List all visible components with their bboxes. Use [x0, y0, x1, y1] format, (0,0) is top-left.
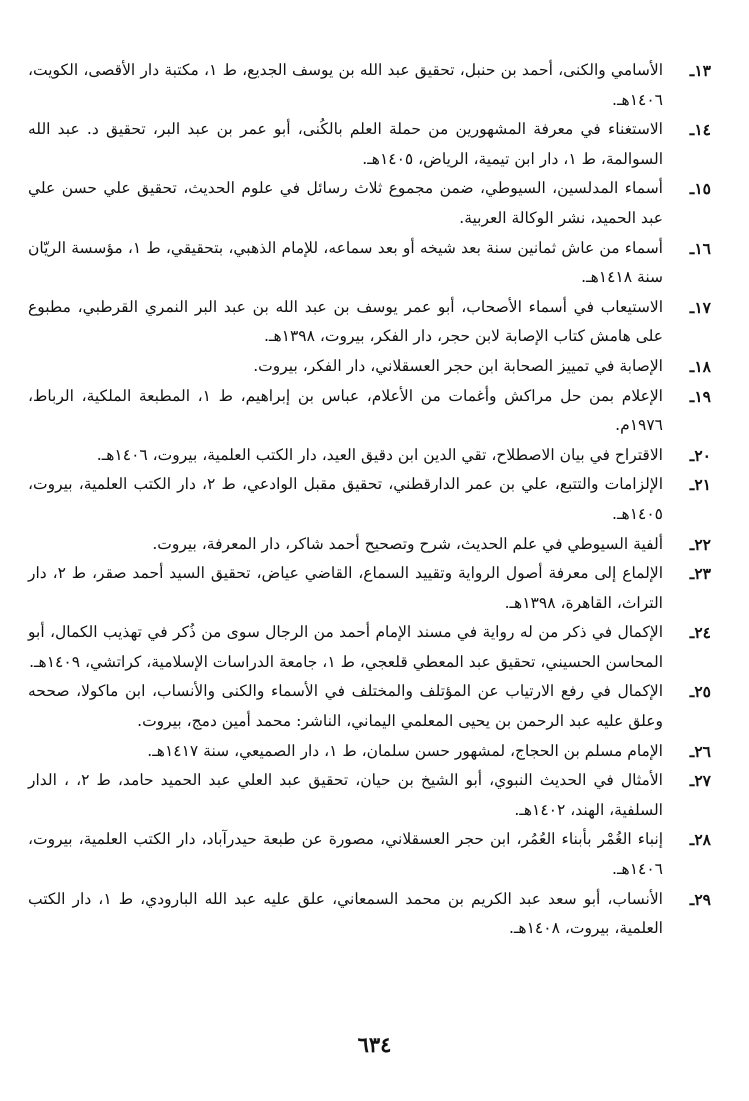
entry-number: ٢٠ـ: [689, 445, 711, 465]
entry-text: الأمثال في الحديث النبوي، أبو الشيخ بن حيان، تحقيق عبد العلي عبد الحميد حامد، ط ٢، ، الدار السلفية، الهند، ١٤٠٢هـ.: [28, 771, 663, 819]
entry-text: الإصابة في تمييز الصحابة ابن حجر العسقلاني، دار الفكر، بيروت.: [253, 356, 663, 375]
entry-text: الإكمال في رفع الارتياب عن المؤتلف والمختلف في الأسماء والكنى والأنساب، ابن ماكولا، صححه وعلق عليه عبد الرحمن بن يحيى المعلمي اليماني، الناشر: محمد أمين دمج، بيروت.: [28, 682, 663, 731]
entry-number: ٢٥ـ: [689, 682, 711, 702]
bibliography-entry: [28, 530, 711, 560]
bibliography-entry: [28, 618, 711, 677]
entry-text: ألفية السيوطي في علم الحديث، شرح وتصحيح أحمد شاكر، دار المعرفة، بيروت.: [152, 534, 663, 553]
entry-number: ١٥ـ: [689, 179, 711, 199]
entry-number: ١٦ـ: [689, 238, 711, 258]
bibliography-entry: [28, 559, 711, 618]
bibliography-entry: [28, 737, 711, 767]
entry-number: ١٧ـ: [689, 297, 711, 317]
entry-text: الاقتراح في بيان الاصطلاح، تقي الدين ابن دقيق العيد، دار الكتب العلمية، بيروت، ١٤٠٦هـ.: [96, 445, 663, 464]
page-number: ٦٣٤: [357, 1032, 392, 1057]
entry-text: الإلماع إلى معرفة أصول الرواية وتقييد السماع، القاضي عياض، تحقيق السيد أحمد صقر، ط ٢، دار التراث، القاهرة، ١٣٩٨هـ.: [28, 564, 663, 612]
entry-number: ١٩ـ: [689, 386, 711, 406]
bibliography-entry: [28, 766, 711, 825]
entry-number: ٢٩ـ: [689, 889, 711, 909]
entry-number: ٢٨ـ: [689, 830, 711, 850]
entry-number: ٢٣ـ: [689, 564, 711, 584]
entry-text: الأسامي والكنى، أحمد بن حنبل، تحقيق عبد الله بن يوسف الجديع، ط ١، مكتبة دار الأقصى، الكويت، ١٤٠٦هـ.: [28, 61, 664, 109]
bibliography-entry: [28, 174, 711, 233]
entry-text: الإعلام بمن حل مراكش وأغمات من الأعلام، عباس بن إبراهيم، ط ١، المطبعة الملكية، الرباط، ١٩٧٦م.: [28, 386, 663, 435]
bibliography-list: [28, 56, 711, 944]
entry-number: ٢٢ـ: [689, 534, 711, 554]
bibliography-entry: [28, 470, 711, 529]
entry-text: الإلزامات والتتبع، علي بن عمر الدارقطني، تحقيق مقبل الوادعي، ط ٢، دار الكتب العلمية، بيروت، ١٤٠٥هـ.: [28, 475, 663, 523]
entry-text: الاستغناء في معرفة المشهورين من حملة العلم بالكُنى، أبو عمر بن عبد البر، تحقيق د. عبد الله السوالمة، ط ١، دار ابن تيمية، الرياض، ١٤٠٥هـ.: [28, 120, 663, 168]
bibliography-entry: [28, 885, 711, 944]
entry-number: ١٤ـ: [689, 120, 711, 140]
entry-number: ١٣ـ: [689, 61, 711, 80]
bibliography-entry: [28, 56, 711, 115]
bibliography-entry: [28, 825, 711, 884]
bibliography-entry: [28, 293, 711, 352]
entry-number: ٢٧ـ: [689, 771, 711, 791]
bibliography-entry: [28, 115, 711, 174]
entry-number: ١٨ـ: [689, 356, 711, 376]
bibliography-entry: [28, 382, 711, 441]
entry-number: ٢١ـ: [689, 475, 711, 495]
entry-number: ٢٤ـ: [689, 623, 711, 643]
bibliography-entry: [28, 234, 711, 293]
entry-text: الإمام مسلم بن الحجاج، لمشهور حسن سلمان، ط ١، دار الصميعي، سنة ١٤١٧هـ.: [147, 741, 663, 760]
entry-text: إنباء الغُمْر بأبناء العُمُر، ابن حجر العسقلاني، مصورة عن طبعة حيدرآباد، دار الكتب العلمية، بيروت، ١٤٠٦هـ.: [28, 830, 663, 879]
entry-text: الإكمال في ذكر من له رواية في مسند الإمام أحمد من الرجال سوى من ذُكر في تهذيب الكمال، أبو المحاسن الحسيني، تحقيق عبد المعطي قلعجي، ط ١، جامعة الدراسات الإسلامية، كراتشي، ١٤٠٩هـ.: [28, 623, 663, 671]
entry-text: الاستيعاب في أسماء الأصحاب، أبو عمر يوسف بن عبد الله بن عبد البر النمري القرطبي، مطبوع على هامش كتاب الإصابة لابن حجر، دار الفكر، بيروت، ١٣٩٨هـ.: [28, 297, 663, 346]
entry-text: الأنساب، أبو سعد عبد الكريم بن محمد السمعاني، علق عليه عبد الله البارودي، ط ١، دار الكتب العلمية، بيروت، ١٤٠٨هـ.: [28, 889, 663, 938]
entry-text: أسماء من عاش ثمانين سنة بعد شيخه أو بعد سماعه، للإمام الذهبي، بتحقيقي، ط ١، مؤسسة الريّان سنة ١٤١٨هـ.: [28, 238, 663, 287]
entry-number: ٢٦ـ: [689, 741, 711, 761]
bibliography-entry: [28, 352, 711, 382]
bibliography-entry: [28, 441, 711, 471]
entry-text: أسماء المدلسين، السيوطي، ضمن مجموع ثلاث رسائل في علوم الحديث، تحقيق علي حسن علي عبد الحميد، نشر الوكالة العربية.: [28, 179, 663, 227]
bibliography-entry: [28, 677, 711, 736]
